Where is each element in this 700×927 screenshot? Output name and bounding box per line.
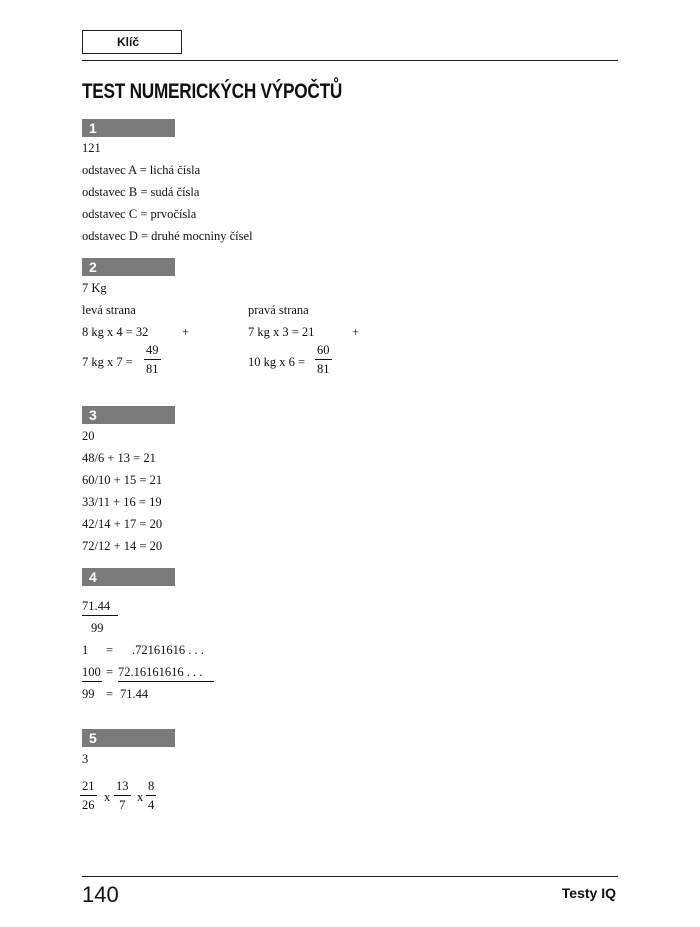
s3-line-4: 33/11 + 16 = 19 [82,495,162,509]
section-2-header: 2 [82,258,175,276]
s5-times-2: x [137,790,144,804]
book-title: Testy IQ [561,885,616,901]
s4-row2-b: 72.16161616 . . . [118,665,203,679]
s2-right-fraction [315,343,332,377]
s4-row1-a: 1 [82,643,89,657]
s4-row3-b: 71.44 [120,687,149,701]
s3-line-2: 48/6 + 13 = 21 [82,451,156,465]
s4-frac-den: 99 [91,621,104,635]
s5-f2-num: 13 [114,779,131,796]
s5-answer: 3 [82,752,89,766]
key-label: Klíč [82,30,182,54]
s2-right-row2: 10 kg x 6 = [248,355,306,369]
s4-row1-b: .72161616 . . . [132,643,204,657]
s5-fraction-2 [114,779,131,813]
bottom-divider [82,876,618,877]
s2-right-row1: 7 kg x 3 = 21 [248,325,315,339]
s4-frac-num: 71.44 [82,599,111,613]
s5-times-1: x [104,790,111,804]
s2-right-label: pravá strana [248,303,309,317]
s2-left-frac-den: 81 [146,362,159,376]
s4-row3-eq: = [106,687,114,701]
s5-f3-num: 8 [146,779,156,796]
s4-row1-eq: = [106,643,114,657]
section-1-header: 1 [82,119,175,137]
s1-line-5: odstavec D = druhé mocniny čísel [82,229,253,243]
s5-f3-den: 4 [148,798,155,812]
s4-row3-a: 99 [82,687,95,701]
s4-frac-bar [82,615,118,616]
s4-row2-a: 100 [82,665,101,679]
s3-line-5: 42/14 + 17 = 20 [82,517,163,531]
s2-answer: 7 Kg [82,281,107,295]
s2-left-plus: + [182,325,190,339]
s2-right-plus: + [352,325,360,339]
section-3-header: 3 [82,406,175,424]
s1-line-1: 121 [82,141,101,155]
s1-line-3: odstavec B = sudá čísla [82,185,200,199]
s1-line-4: odstavec C = prvočísla [82,207,197,221]
s1-line-2: odstavec A = lichá čísla [82,163,201,177]
page-number: 140 [82,882,119,907]
s3-line-1: 20 [82,429,95,443]
s5-f1-num: 21 [80,779,97,796]
s2-right-frac-num: 60 [315,343,332,360]
s2-left-frac-num: 49 [144,343,161,360]
section-5-header: 5 [82,729,175,747]
s4-row2-bar-right [118,681,214,682]
s3-line-3: 60/10 + 15 = 21 [82,473,163,487]
page-title: TEST NUMERICKÝCH VÝPOČTŮ [82,80,343,103]
s5-f2-den: 7 [119,798,126,812]
s5-fraction-1 [80,779,97,813]
s4-row2-eq: = [106,665,114,679]
s5-f1-den: 26 [82,798,95,812]
s2-left-label: levá strana [82,303,136,317]
section-4-header: 4 [82,568,175,586]
top-divider [82,60,618,61]
s3-line-6: 72/12 + 14 = 20 [82,539,163,553]
s5-fraction-3 [146,779,156,813]
s2-right-frac-den: 81 [317,362,330,376]
s2-left-fraction [144,343,161,377]
s2-left-row2: 7 kg x 7 = [82,355,133,369]
s4-row2-bar-left [82,681,102,682]
s2-left-row1: 8 kg x 4 = 32 [82,325,149,339]
